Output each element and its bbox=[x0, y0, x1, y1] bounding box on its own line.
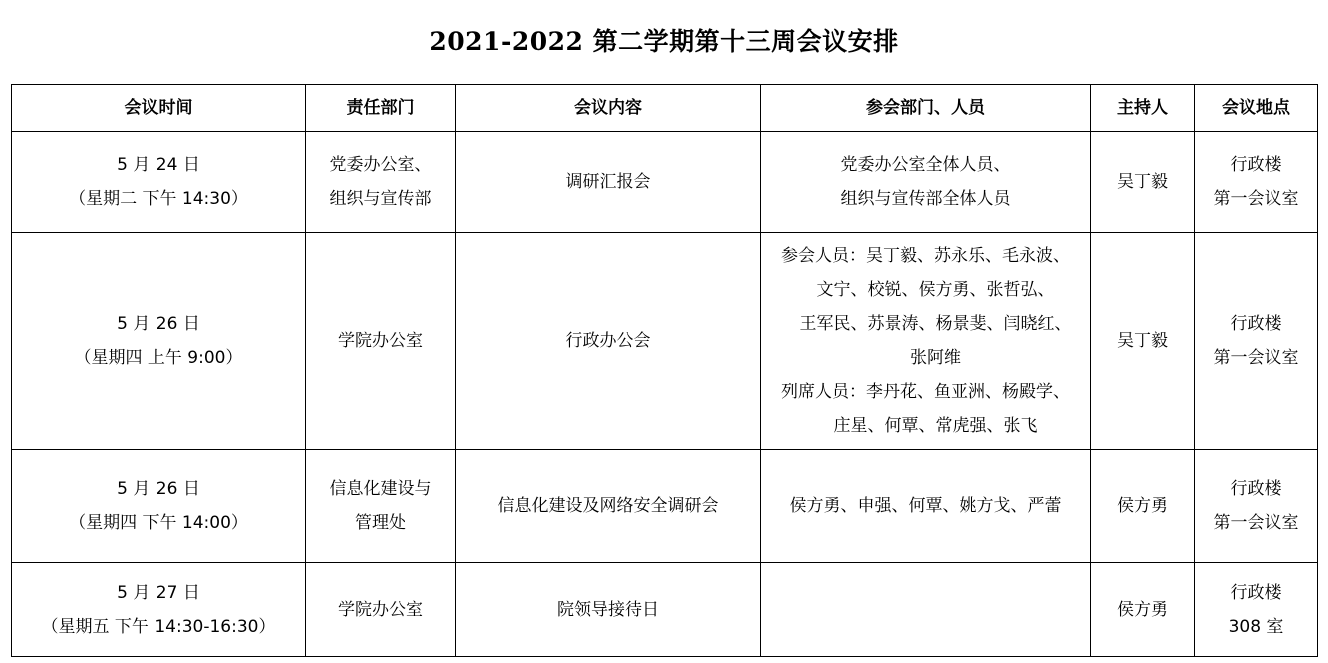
responsible-dept-cell bbox=[306, 132, 456, 233]
participants-cell bbox=[761, 132, 1091, 233]
dept-line: 管理处 bbox=[355, 513, 406, 533]
location-room: 第一会议室 bbox=[1213, 513, 1299, 533]
meeting-date: 5 月 26 日 bbox=[117, 314, 200, 334]
meeting-weekday-time: （星期四 上午 9:00） bbox=[74, 348, 243, 368]
table-row bbox=[12, 132, 1318, 233]
meeting-weekday-time: （星期二 下午 14:30） bbox=[69, 189, 248, 209]
participants-cell bbox=[761, 563, 1091, 657]
location-building: 行政楼 bbox=[1230, 479, 1282, 499]
page-title: 2021-2022 第二学期第十三周会议安排 bbox=[429, 27, 899, 56]
dept-line: 党委办公室、 bbox=[329, 155, 432, 175]
location-building: 行政楼 bbox=[1230, 314, 1282, 334]
location-cell bbox=[1195, 233, 1318, 450]
meeting-content-cell: 信息化建设及网络安全调研会 bbox=[456, 450, 761, 563]
participants-line: 文宁、校锐、侯方勇、张哲弘、 bbox=[816, 280, 1055, 300]
table-header-row bbox=[12, 85, 1318, 132]
meeting-weekday-time: （星期五 下午 14:30-16:30） bbox=[41, 616, 276, 637]
attendees-line: 列席人员：李丹花、鱼亚洲、杨殿学、 bbox=[781, 382, 1070, 402]
location-cell bbox=[1195, 563, 1318, 657]
header-host: 主持人 bbox=[1091, 85, 1195, 132]
participants-line: 组织与宣传部全体人员 bbox=[840, 189, 1011, 209]
participants-line: 参会人员：吴丁毅、苏永乐、毛永波、 bbox=[781, 246, 1070, 266]
table-row bbox=[12, 450, 1318, 563]
header-meeting-time: 会议时间 bbox=[12, 85, 306, 132]
header-meeting-content: 会议内容 bbox=[456, 85, 761, 132]
location-building: 行政楼 bbox=[1230, 582, 1282, 603]
participants-cell bbox=[761, 233, 1091, 450]
location-room: 第一会议室 bbox=[1213, 189, 1299, 209]
meeting-time-cell bbox=[12, 563, 306, 657]
location-cell bbox=[1195, 450, 1318, 563]
table-row bbox=[12, 563, 1318, 657]
responsible-dept-cell bbox=[306, 450, 456, 563]
dept-line: 组织与宣传部 bbox=[329, 189, 432, 209]
location-building: 行政楼 bbox=[1230, 155, 1282, 175]
header-location: 会议地点 bbox=[1195, 85, 1318, 132]
meeting-time-cell bbox=[12, 132, 306, 233]
meeting-schedule-table bbox=[11, 84, 1318, 657]
meeting-weekday-time: （星期四 下午 14:00） bbox=[69, 513, 248, 533]
meeting-date: 5 月 27 日 bbox=[117, 582, 200, 603]
participants-line: 党委办公室全体人员、 bbox=[840, 155, 1011, 175]
host-cell: 吴丁毅 bbox=[1091, 132, 1195, 233]
participants-cell: 侯方勇、申强、何覃、姚方戈、严蕾 bbox=[761, 450, 1091, 563]
attendees-line: 庄星、何覃、常虎强、张飞 bbox=[833, 416, 1038, 436]
dept-line: 信息化建设与 bbox=[329, 479, 432, 499]
meeting-date: 5 月 26 日 bbox=[117, 479, 200, 499]
location-room: 308 室 bbox=[1228, 616, 1284, 637]
location-cell bbox=[1195, 132, 1318, 233]
meeting-content-cell: 行政办公会 bbox=[456, 233, 761, 450]
host-cell: 吴丁毅 bbox=[1091, 233, 1195, 450]
host-cell: 侯方勇 bbox=[1091, 450, 1195, 563]
meeting-content-cell: 院领导接待日 bbox=[456, 563, 761, 657]
meeting-date: 5 月 24 日 bbox=[117, 155, 200, 175]
meeting-time-cell bbox=[12, 233, 306, 450]
participants-line: 王军民、苏景涛、杨景斐、闫晓红、 bbox=[799, 314, 1072, 334]
location-room: 第一会议室 bbox=[1213, 348, 1299, 368]
table-row bbox=[12, 233, 1318, 450]
meeting-time-cell bbox=[12, 450, 306, 563]
meeting-content-cell: 调研汇报会 bbox=[456, 132, 761, 233]
host-cell: 侯方勇 bbox=[1091, 563, 1195, 657]
responsible-dept-cell: 学院办公室 bbox=[306, 563, 456, 657]
responsible-dept-cell: 学院办公室 bbox=[306, 233, 456, 450]
header-responsible-dept: 责任部门 bbox=[306, 85, 456, 132]
participants-line: 张阿维 bbox=[910, 348, 961, 368]
header-participants: 参会部门、人员 bbox=[761, 85, 1091, 132]
